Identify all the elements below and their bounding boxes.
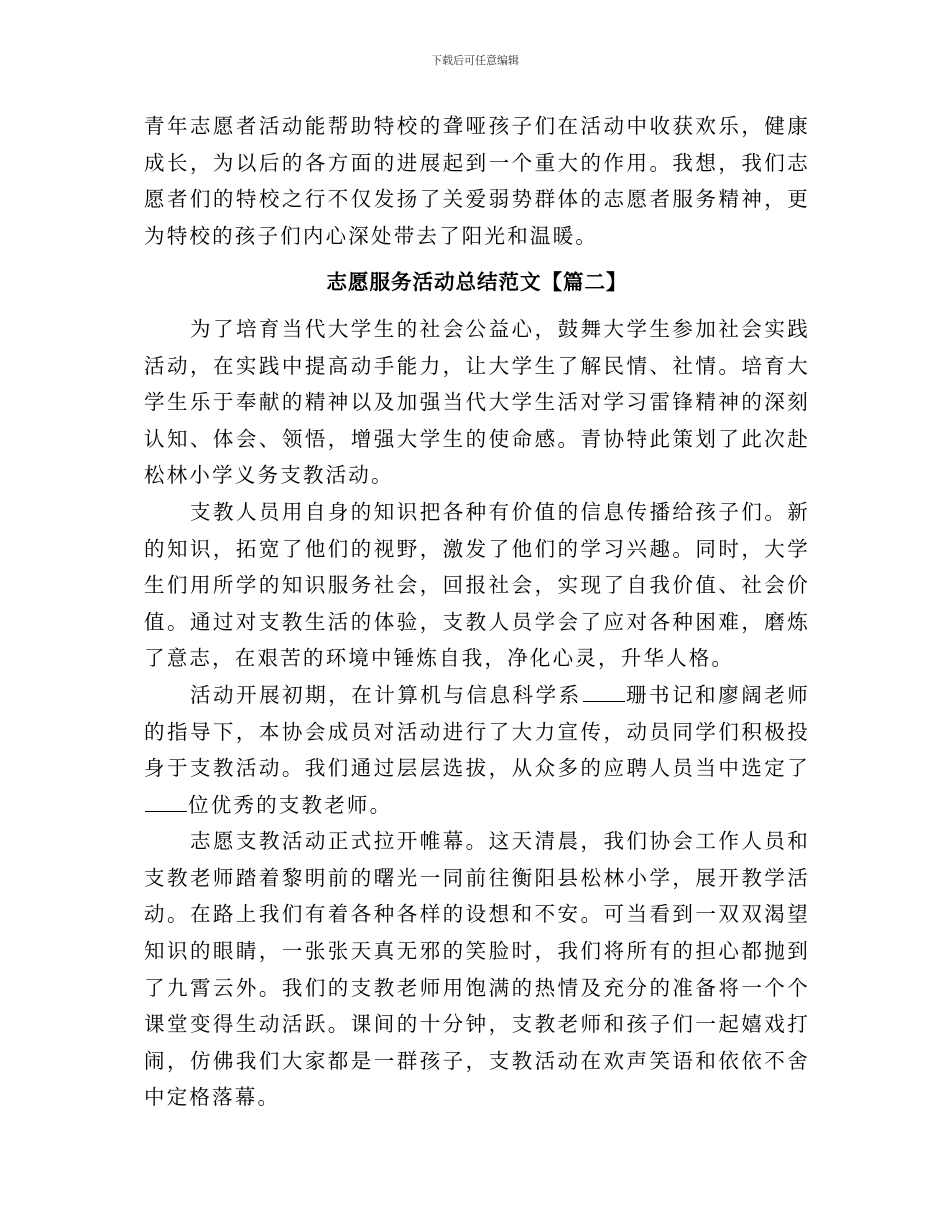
section-title: 志愿服务活动总结范文【篇二】 bbox=[326, 270, 628, 295]
paragraph-3-part-3: 位优秀的支教老师。 bbox=[188, 792, 393, 817]
body-paragraph-2: 支教人员用自身的知识把各种有价值的信息传播给孩子们。新的知识，拓宽了他们的视野，激发了他们的学习兴趣。同时，大学生们用所学的知识服务社会，回报社会，实现了自我价值、社会价值。通过对支教生活的体验，支教人员学会了应对各种困难，磨炼了意志，在艰苦的环境中锤炼自我，净化心灵，升华人格。 bbox=[144, 499, 810, 671]
body-paragraph-3 bbox=[144, 677, 810, 823]
paragraph-3-part-2: 珊书记和廖阔老师的指导下，本协会成员对活动进行了大力宣传，动员同学们积极投身于支教活动。我们通过层层选拔，从众多的应聘人员当中选定了 bbox=[144, 682, 810, 781]
document-body bbox=[144, 108, 810, 1116]
header-note: 下载后可任意编辑 bbox=[431, 54, 519, 67]
intro-paragraph: 青年志愿者活动能帮助特校的聋哑孩子们在活动中收获欢乐，健康成长，为以后的各方面的进展起到一个重大的作用。我想，我们志愿者们的特校之行不仅发扬了关爱弱势群体的志愿者服务精神，更为特校的孩子们内心深处带去了阳光和温暖。 bbox=[144, 114, 810, 248]
body-paragraph-1: 为了培育当代大学生的社会公益心，鼓舞大学生参加社会实践活动，在实践中提高动手能力，让大学生了解民情、社情。培育大学生乐于奉献的精神以及加强当代大学生活对学习雷锋精神的深刻认知、体会、领悟，增强大学生的使命感。青协特此策划了此次赴松林小学义务支教活动。 bbox=[144, 316, 810, 488]
fill-in-blank-1 bbox=[583, 683, 625, 702]
paragraph-3-part-1: 活动开展初期，在计算机与信息科学系 bbox=[190, 682, 582, 707]
fill-in-blank-2 bbox=[145, 793, 187, 812]
body-paragraph-4: 志愿支教活动正式拉开帷幕。这天清晨，我们协会工作人员和支教老师踏着黎明前的曙光一同前往衡阳县松林小学，展开教学活动。在路上我们有着各种各样的设想和不安。可当看到一双双渴望知识的眼睛，一张张天真无邪的笑脸时，我们将所有的担心都抛到了九霄云外。我们的支教老师用饱满的热情及充分的准备将一个个课堂变得生动活跃。课间的十分钟，支教老师和孩子们一起嬉戏打闹，仿佛我们大家都是一群孩子，支教活动在欢声笑语和依依不舍中定格落幕。 bbox=[144, 829, 810, 1110]
